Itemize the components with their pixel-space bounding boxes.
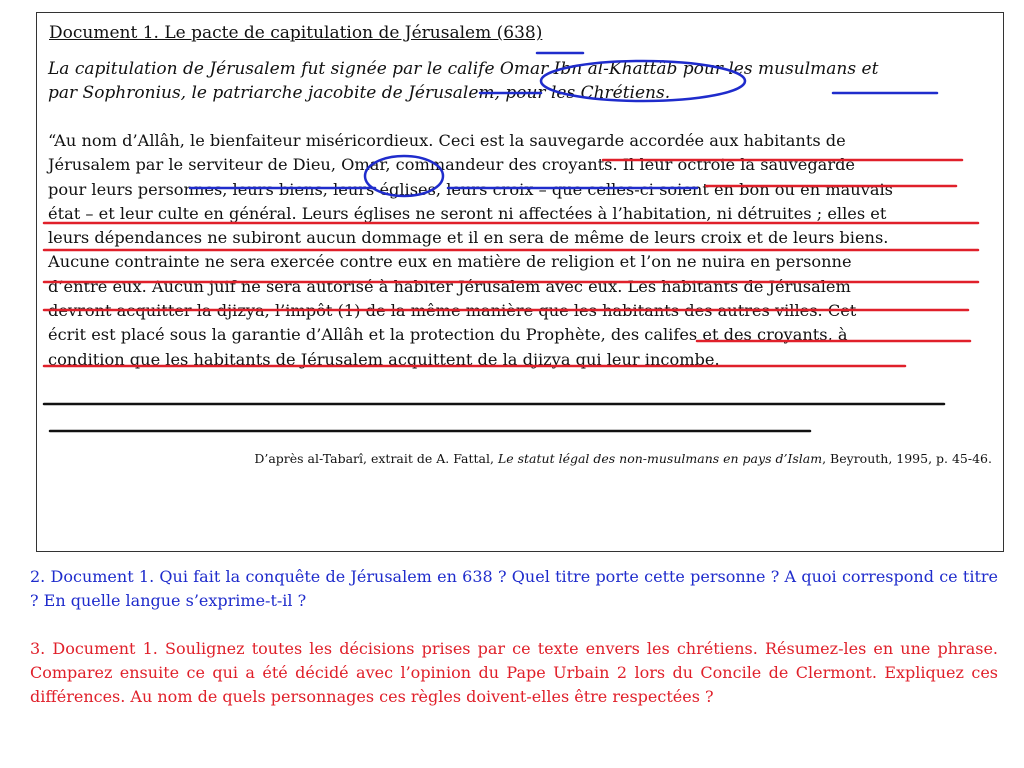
intro-line: La capitulation de Jérusalem fut signée par le calife Omar Ibn al-Khattâb pour les musulmans et (48, 59, 879, 79)
body-line: d’entre eux. Aucun juif ne sera autorisé à habiter Jérusalem avec eux. Les habitants de Jérusalem (48, 276, 851, 296)
question-3: 3. Document 1. Soulignez toutes les décisions prises par ce texte envers les chrétiens. Résumez-les en une phrase. Comparez ensuite ce qui a été décidé avec l’opinion du Pape Urbain 2 lors du Concile de Clermont. Expliquez ces différences. Au nom de quels personnages ces règles doivent-elles être respectées ? (30, 639, 998, 706)
body-line: pour leurs personnes, leurs biens, leurs églises, leurs croix – que celles-ci soient en bon ou en mauvais (48, 179, 893, 199)
source-prefix: D’après al-Tabarî, extrait de A. Fattal, (254, 451, 498, 466)
body-line: Aucune contrainte ne sera exercée contre eux en matière de religion et l’on ne nuira en personne (48, 252, 852, 272)
source-suffix: , Beyrouth, 1995, p. 45-46. (822, 451, 992, 466)
document-body (48, 129, 893, 372)
document-title: Document 1. Le pacte de capitulation de Jérusalem (638) (49, 23, 543, 43)
body-line: devront acquitter la djizya, l’impôt (1) de la même manière que les habitants des autres villes. Cet (48, 301, 857, 321)
document-box (36, 12, 1004, 552)
body-line: condition que les habitants de Jérusalem acquittent de la djizya qui leur incombe. (48, 349, 720, 369)
document-intro (48, 57, 878, 105)
document-source (254, 451, 992, 466)
question-2: 2. Document 1. Qui fait la conquête de Jérusalem en 638 ? Quel titre porte cette personne ? A quoi correspond ce titre ? En quelle langue s’exprime-t-il ? (30, 567, 998, 610)
body-line: Jérusalem par le serviteur de Dieu, Omar, commandeur des croyants. Il leur octroie la sauvegarde (48, 155, 856, 175)
body-line: leurs dépendances ne subiront aucun dommage et il en sera de même de leurs croix et de leurs biens. (48, 228, 889, 248)
body-line: état – et leur culte en général. Leurs églises ne seront ni affectées à l’habitation, ni détruites ; elles et (48, 203, 887, 223)
body-line: “Au nom d’Allâh, le bienfaiteur miséricordieux. Ceci est la sauvegarde accordée aux habitants de (48, 131, 846, 150)
intro-line: par Sophronius, le patriarche jacobite de Jérusalem, pour les Chrétiens. (48, 83, 671, 103)
body-line: écrit est placé sous la garantie d’Allâh et la protection du Prophète, des califes et des croyants, à (48, 325, 848, 345)
source-book-title: Le statut légal des non-musulmans en pays d’Islam (497, 451, 823, 466)
